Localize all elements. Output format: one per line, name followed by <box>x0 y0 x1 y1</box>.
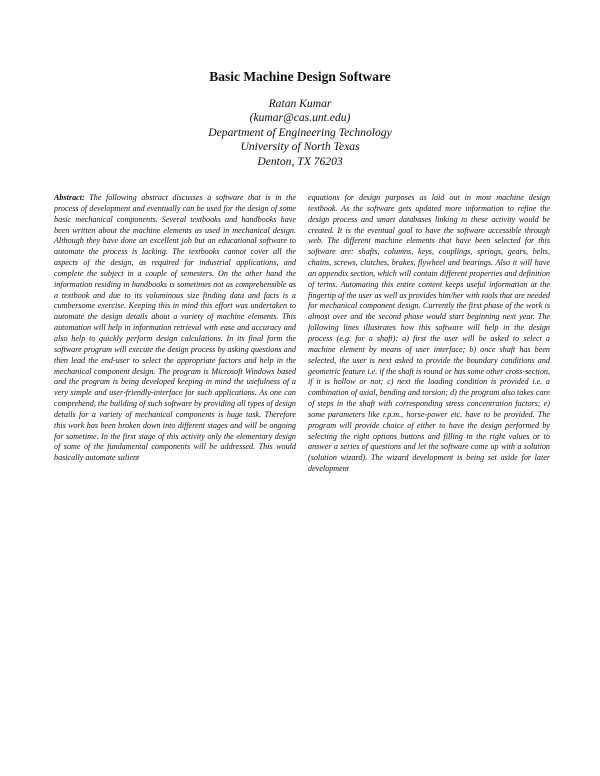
author-name: Ratan Kumar <box>268 97 332 110</box>
author-department: Department of Engineering Technology <box>208 125 392 139</box>
author-university: University of North Texas <box>240 140 360 154</box>
author-location: Denton, TX 76203 <box>257 154 343 168</box>
abstract-paragraph-left <box>54 193 296 464</box>
abstract-text-right: equations for design purposes as laid out in most machine design textbook. As the software gets updated more information to refine the design process and smart databases linking to these activity would be created. It is the eventual goal to have the software accessible through web. The different machine elements that have been selected for this software are: shafts, columns, keys, couplings, springs, gears, belts, chains, screws, clutches, brakes, flywheel and bearings. Also it will have an appendix section, which will contain different properties and definition of terms. Automating this entire content keeps useful information at the fingertip of the user as well as provides him/her with tools that are needed for mechanical component design. Currently the first phase of the work is almost over and the second phase would start beginning next year. The following lines illustrates how this software will help in the design process (e.g. for a shaft): a) first the user will be asked to select a machine element by means of user interface; b) once shaft has been selected, the user is next asked to provide the boundary conditions and geometric feature i.e. if the shaft is round or has some other cross-section, if it is hollow or not; c) next the loading condition is provided i.e. a combination of axial, bending and torsion; d) the program also takes care of steps in the shaft with corresponding stress concentration factors; e) some parameters like r.p.m., horse-power etc. have to be provided. The program will provide choice of either to have the design performed by selecting the right options buttons and filling in the right values or to answer a series of questions and let the software come up with a solution (solution wizard). The wizard development is being set aside for later development <box>308 193 550 474</box>
abstract-right-column <box>308 193 550 475</box>
paper-title: Basic Machine Design Software <box>209 69 391 84</box>
abstract-label: Abstract: <box>54 193 85 202</box>
abstract-text-left: The following abstract discusses a software that is in the process of development and eventually can be used for the design of some basic mechanical components. Several textbooks and handbooks have been written about the machine elements as used in mechanical design. Although they have done an excellent job but an educational software to automate the process is lacking. The textbooks cannot cover all the aspects of the design, as required for industrial applications, and complete the subject in a couple of semesters. On the other hand the information residing in handbooks is sometimes not as comprehensible as a textbook and due to its voluminous size finding data and facts is a cumbersome exercise. Keeping this in mind this effort was undertaken to automate the design details about a variety of machine elements. This automation will help in information retrieval with ease and accuracy and also help to quickly perform design calculations. In its final form the software program will execute the design process by asking questions and then lead the end-user to select the appropriate factors and help in the mechanical component design. The program is Microsoft Windows based and the program is being developed keeping in mind the usefulness of a very simple and user-friendly-interface for such applications. As one can comprehend, the building of such software by providing all types of design details for a variety of mechanical components is huge task. Therefore this work has been broken down into different stages and will be ongoing for sometime. In the first stage of this activity only the elementary design of some of the fundamental components will be addressed. This would basically automate salient <box>54 193 296 463</box>
author-block <box>0 97 600 169</box>
abstract-left-column <box>54 193 296 464</box>
author-email: (kumar@cas.unt.edu) <box>249 111 351 125</box>
